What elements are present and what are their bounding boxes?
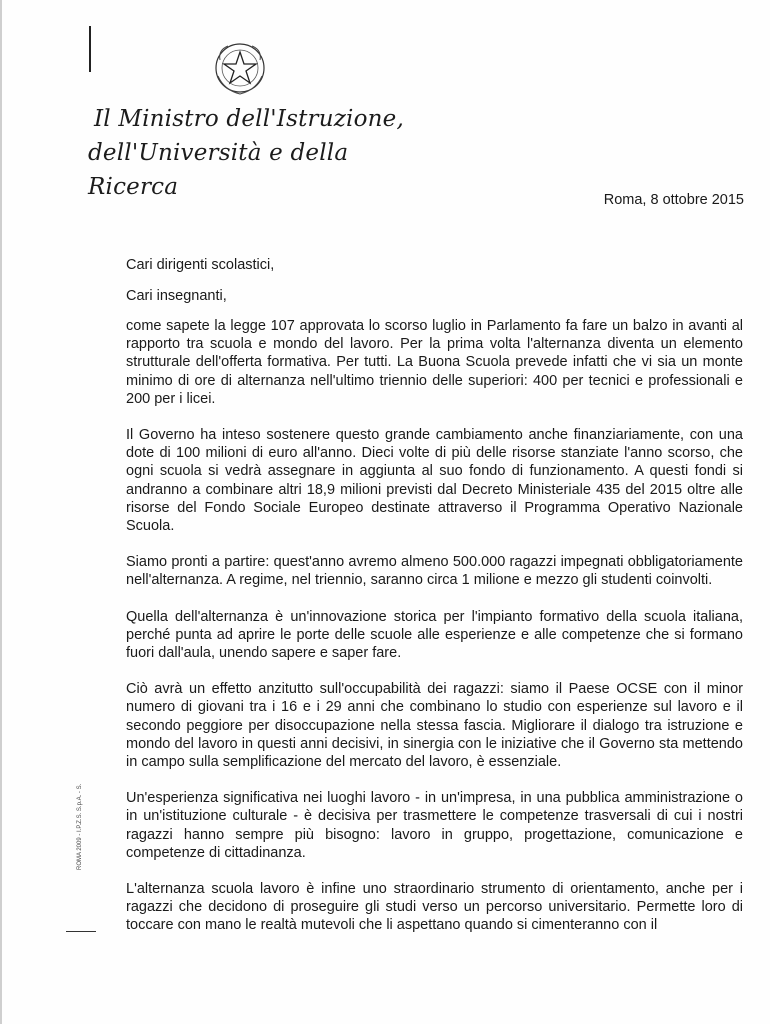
paragraph: come sapete la legge 107 approvata lo scorso luglio in Parlamento fa fare un balzo in avanti al rapporto tra scuola e mondo del lavoro. Per la prima volta l'alternanza diventa un elemento strutturale dell'offerta formativa. Per tutti. La Buona Scuola prevede infatti che vi sia un monte minimo di ore di alternanza nell'ultimo triennio delle superiori: 400 per tecnici e professionali e 200 per i licei. (126, 318, 743, 407)
margin-mark (89, 26, 91, 72)
scan-edge (0, 0, 2, 1024)
letter-body (126, 317, 743, 953)
ministry-line-1: Il Ministro dell'Istruzione, (94, 106, 404, 132)
paragraph: Un'esperienza significativa nei luoghi lavoro - in un'impresa, in una pubblica amministrazione o in un'istituzione culturale - è decisiva per trasmettere le competenze trasversali di cui i nostri ragazzi hanno sempre più bisogno: lavoro in gruppo, progettazione, comunicazione e competenze di cittadinanza. (126, 790, 743, 861)
paragraph: Quella dell'alternanza è un'innovazione storica per l'impianto formativo della scuola italiana, perché punta ad aprire le porte delle scuole alle esperienze e alle competenze che si formano fuori dall'aula, unendo sapere e saper fare. (126, 608, 743, 662)
italian-republic-emblem-icon (210, 38, 270, 98)
print-code: ROMA 2009 - I.P.Z.S. S.p.A. - S. (77, 783, 83, 870)
margin-mark (66, 931, 96, 932)
ministry-letterhead (88, 102, 408, 204)
ministry-line-2: dell'Università e della Ricerca (88, 140, 349, 200)
salutation-1: Cari dirigenti scolastici, (126, 257, 275, 273)
letter-date: Roma, 8 ottobre 2015 (603, 192, 744, 208)
paragraph: Il Governo ha inteso sostenere questo grande cambiamento anche finanziariamente, con una dote di 100 milioni di euro all'anno. Dieci volte di più delle risorse stanziate l'anno scorso, che ogni scuola si vedrà assegnare in aggiunta al suo fondo di funzionamento. A questi fondi si andranno a combinare altri 18,9 milioni previsti dal Decreto Ministeriale 435 del 2015 oltre alle risorse del Fondo Sociale Europeo destinate attraverso il Programma Operativo Nazionale Scuola. (126, 427, 743, 535)
paragraph: Siamo pronti a partire: quest'anno avremo almeno 500.000 ragazzi impegnati obbligatoriamente nell'alternanza. A regime, nel triennio, saranno circa 1 milione e mezzo gli studenti coinvolti. (126, 554, 743, 589)
paragraph: L'alternanza scuola lavoro è infine uno straordinario strumento di orientamento, anche per i ragazzi che decidono di proseguire gli studi verso un percorso universitario. Permette loro di toccare con mano le realtà mutevoli che li aspettano quando si cimenteranno con il (126, 881, 743, 934)
salutation-2: Cari insegnanti, (126, 288, 227, 304)
paragraph: Ciò avrà un effetto anzitutto sull'occupabilità dei ragazzi: siamo il Paese OCSE con il minor numero di giovani tra i 16 e i 29 anni che combinano lo studio con esperienze sul lavoro e il secondo peggiore per disoccupazione nella stessa fascia. Migliorare il dialogo tra istruzione e mondo del lavoro in questi anni decisivi, in sinergia con le iniziative che il Governo sta mettendo in campo sulla semplificazione del mercato del lavoro, è essenziale. (126, 681, 743, 771)
